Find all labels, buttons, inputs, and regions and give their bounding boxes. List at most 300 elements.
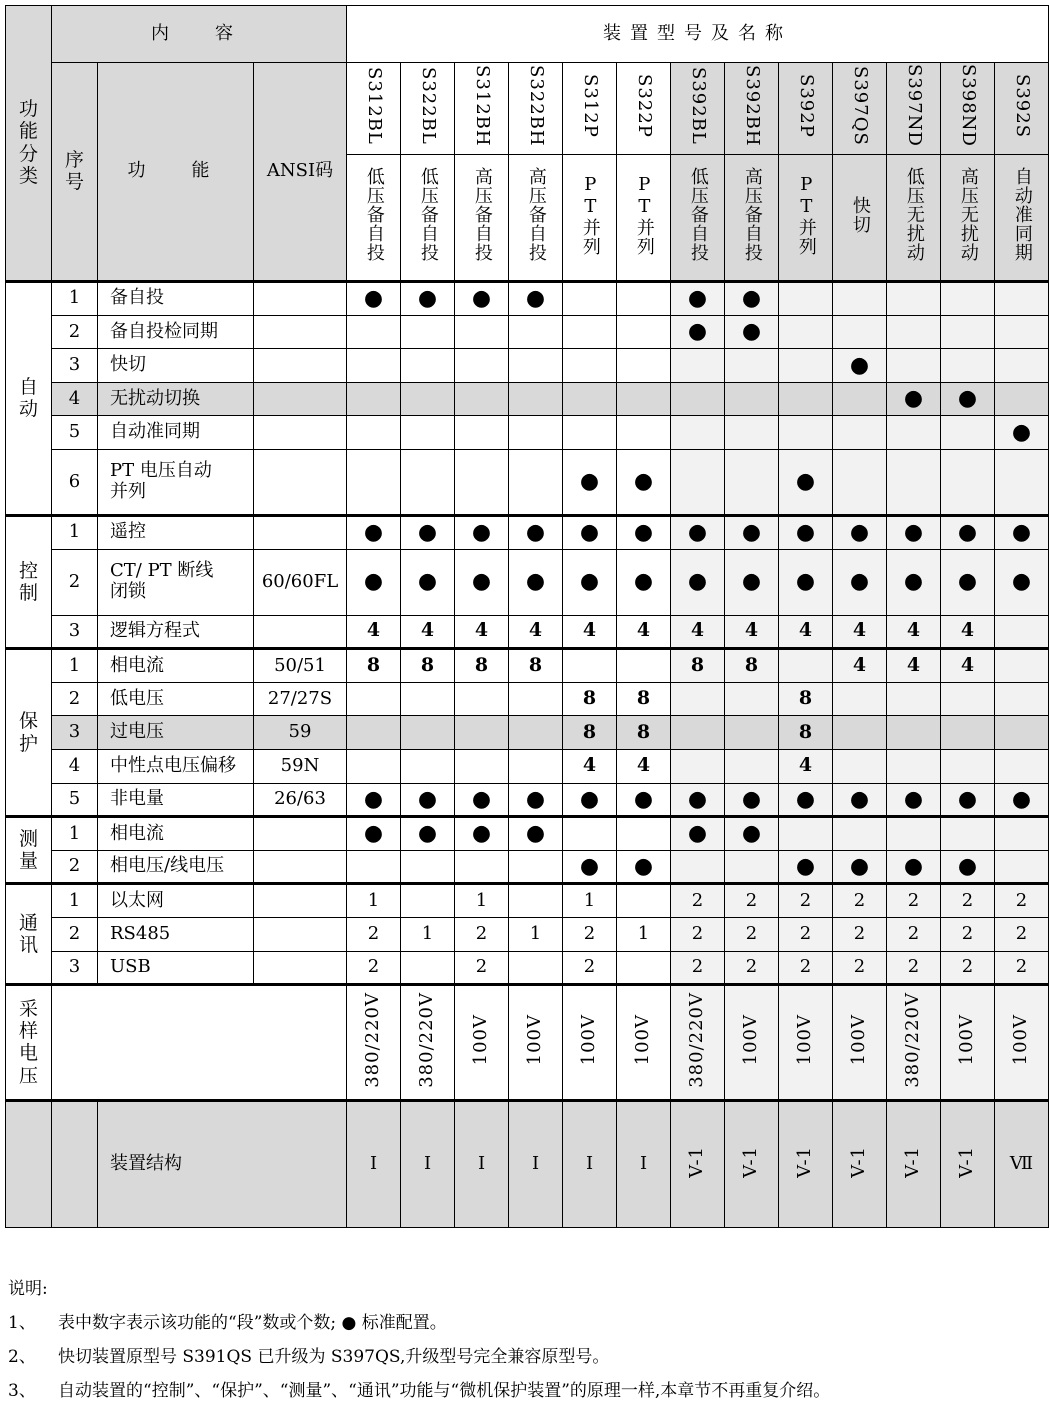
model-name-text: 低压备自投 xyxy=(687,167,709,263)
function-cell xyxy=(98,951,254,985)
value-cell: ● xyxy=(725,282,779,316)
model-code xyxy=(455,63,509,155)
function-text: PT 电压自动并列 xyxy=(110,460,212,502)
value-cell xyxy=(455,716,509,750)
sampling-value-text: 100V xyxy=(740,1014,762,1066)
function-header-label: 功 能 xyxy=(127,160,224,182)
value-cell: 4 xyxy=(941,649,995,683)
note-number: 3、 xyxy=(8,1381,36,1401)
value-cell xyxy=(887,749,941,783)
value-cell: ● xyxy=(833,783,887,817)
function-text: 以太网 xyxy=(110,889,164,911)
value-cell xyxy=(401,749,455,783)
value-cell xyxy=(833,716,887,750)
value-cell xyxy=(995,315,1049,349)
ansi-cell xyxy=(254,449,347,515)
value-cell xyxy=(671,349,725,383)
value-cell: 2 xyxy=(833,951,887,985)
value-cell: 2 xyxy=(725,884,779,918)
value-cell: ● xyxy=(671,515,725,549)
value-cell: ● xyxy=(509,817,563,851)
model-name xyxy=(725,155,779,282)
sampling-value-text: 100V xyxy=(794,1014,816,1066)
structure-value xyxy=(563,1101,617,1228)
value-cell xyxy=(995,749,1049,783)
function-text: 快切 xyxy=(110,354,146,376)
value-cell: 2 xyxy=(563,917,617,951)
function-text: 相电压/线电压 xyxy=(110,855,225,877)
value-cell xyxy=(671,850,725,884)
value-cell: 2 xyxy=(779,884,833,918)
ansi-cell xyxy=(254,282,347,316)
structure-label: 装置结构 xyxy=(98,1101,347,1228)
model-code-text: S312BL xyxy=(363,66,385,145)
value-cell: 4 xyxy=(833,615,887,649)
value-cell: ● xyxy=(779,449,833,515)
model-name-text: 高压无扰动 xyxy=(957,167,979,263)
value-cell: ● xyxy=(725,315,779,349)
model-name-text: 高压备自投 xyxy=(741,167,763,263)
value-cell: 2 xyxy=(887,951,941,985)
ansi-cell xyxy=(254,917,347,951)
value-cell xyxy=(509,850,563,884)
value-cell: ● xyxy=(455,783,509,817)
sampling-value xyxy=(725,985,779,1101)
function-header xyxy=(98,63,254,282)
value-cell: 2 xyxy=(887,884,941,918)
value-cell xyxy=(455,382,509,416)
value-cell xyxy=(509,416,563,450)
value-cell xyxy=(725,449,779,515)
value-cell xyxy=(887,315,941,349)
value-cell: ● xyxy=(617,449,671,515)
value-cell: ● xyxy=(887,382,941,416)
value-cell: ● xyxy=(671,783,725,817)
value-cell xyxy=(833,682,887,716)
function-cell xyxy=(98,884,254,918)
seq-cell: 2 xyxy=(52,917,98,951)
model-code-text: S397ND xyxy=(903,64,925,148)
value-cell: ● xyxy=(509,282,563,316)
value-cell: 2 xyxy=(779,917,833,951)
value-cell xyxy=(509,315,563,349)
function-cell xyxy=(98,682,254,716)
value-cell xyxy=(617,951,671,985)
model-code xyxy=(509,63,563,155)
value-cell xyxy=(563,282,617,316)
value-cell: 8 xyxy=(617,716,671,750)
model-code-text: S322BH xyxy=(525,64,547,147)
value-cell xyxy=(887,282,941,316)
value-cell: ● xyxy=(887,515,941,549)
seq-cell: 5 xyxy=(52,783,98,817)
value-cell xyxy=(671,749,725,783)
function-text: 相电流 xyxy=(110,822,164,844)
value-cell xyxy=(347,682,401,716)
function-text: 低电压 xyxy=(110,687,164,709)
value-cell xyxy=(941,416,995,450)
value-cell xyxy=(509,382,563,416)
value-cell: ● xyxy=(455,282,509,316)
value-cell: 8 xyxy=(779,682,833,716)
sampling-value xyxy=(563,985,617,1101)
function-text: 逻辑方程式 xyxy=(110,620,200,642)
function-text: 自动准同期 xyxy=(110,421,200,443)
value-cell xyxy=(887,449,941,515)
value-cell: ● xyxy=(563,549,617,615)
value-cell xyxy=(563,416,617,450)
value-cell xyxy=(887,416,941,450)
value-cell: 2 xyxy=(995,884,1049,918)
value-cell: ● xyxy=(725,549,779,615)
structure-value-text: I xyxy=(477,1153,486,1175)
seq-cell: 2 xyxy=(52,315,98,349)
model-code-text: S392BL xyxy=(687,66,709,145)
notes-title: 说明: xyxy=(8,1279,48,1299)
value-cell xyxy=(887,349,941,383)
function-cell xyxy=(98,549,254,615)
value-cell xyxy=(455,682,509,716)
model-code xyxy=(725,63,779,155)
structure-value xyxy=(887,1101,941,1228)
value-cell xyxy=(509,716,563,750)
model-name xyxy=(347,155,401,282)
value-cell xyxy=(347,749,401,783)
value-cell xyxy=(401,884,455,918)
structure-value-text: I xyxy=(585,1153,594,1175)
value-cell: ● xyxy=(833,850,887,884)
ansi-cell xyxy=(254,884,347,918)
value-cell: 2 xyxy=(995,951,1049,985)
structure-value-text: V-1 xyxy=(686,1145,708,1178)
model-name-text: 高压备自投 xyxy=(471,167,493,263)
value-cell: 2 xyxy=(941,884,995,918)
category-label: 测量 xyxy=(18,827,38,873)
value-cell: ● xyxy=(995,549,1049,615)
value-cell: 4 xyxy=(617,615,671,649)
structure-value xyxy=(617,1101,671,1228)
category-label: 保护 xyxy=(18,710,38,755)
ansi-cell xyxy=(254,850,347,884)
value-cell: 2 xyxy=(671,884,725,918)
function-text: 无扰动切换 xyxy=(110,387,200,409)
value-cell: 1 xyxy=(455,884,509,918)
value-cell xyxy=(617,315,671,349)
value-cell xyxy=(941,749,995,783)
model-name-text: 高压备自投 xyxy=(525,167,547,263)
structure-value-text: V-1 xyxy=(794,1145,816,1178)
model-name-text: 快切 xyxy=(849,195,871,234)
category-cell xyxy=(6,817,52,884)
value-cell xyxy=(509,749,563,783)
value-cell: ● xyxy=(995,783,1049,817)
structure-value-text: V-1 xyxy=(740,1145,762,1178)
model-code xyxy=(671,63,725,155)
ansi-cell xyxy=(254,315,347,349)
function-text: 过电压 xyxy=(110,721,164,743)
function-cell xyxy=(98,382,254,416)
value-cell xyxy=(833,749,887,783)
model-code-text: S398ND xyxy=(957,64,979,148)
sampling-value-text: 380/220V xyxy=(362,991,384,1088)
value-cell xyxy=(887,682,941,716)
value-cell xyxy=(941,349,995,383)
model-code xyxy=(563,63,617,155)
sampling-value xyxy=(617,985,671,1101)
ansi-cell xyxy=(254,515,347,549)
function-cell xyxy=(98,515,254,549)
sampling-category xyxy=(6,985,52,1101)
function-cell xyxy=(98,716,254,750)
value-cell: 8 xyxy=(347,649,401,683)
value-cell xyxy=(725,850,779,884)
note-item xyxy=(8,1374,830,1408)
value-cell: ● xyxy=(833,515,887,549)
value-cell: ● xyxy=(509,515,563,549)
seq-cell: 3 xyxy=(52,951,98,985)
value-cell: 8 xyxy=(455,649,509,683)
value-cell xyxy=(995,615,1049,649)
value-cell xyxy=(617,282,671,316)
value-cell: 1 xyxy=(509,917,563,951)
structure-value-text: V-1 xyxy=(902,1145,924,1178)
model-code xyxy=(617,63,671,155)
value-cell: ● xyxy=(941,783,995,817)
note-text: 表中数字表示该功能的“段”数或个数; ● 标准配置。 xyxy=(58,1313,447,1333)
ansi-cell: 50/51 xyxy=(254,649,347,683)
seq-header xyxy=(52,63,98,282)
value-cell: ● xyxy=(401,282,455,316)
value-cell xyxy=(779,649,833,683)
note-number: 2、 xyxy=(8,1347,36,1367)
value-cell: 1 xyxy=(563,884,617,918)
value-cell xyxy=(941,817,995,851)
sampling-value-text: 100V xyxy=(632,1014,654,1066)
model-name-text: PT并列 xyxy=(633,173,655,256)
value-cell: ● xyxy=(617,850,671,884)
model-name-text: 低压备自投 xyxy=(417,167,439,263)
value-cell: ● xyxy=(401,515,455,549)
content-header xyxy=(52,6,347,63)
value-cell: 2 xyxy=(941,951,995,985)
value-cell: 4 xyxy=(401,615,455,649)
value-cell: ● xyxy=(563,515,617,549)
value-cell: 4 xyxy=(671,615,725,649)
model-code xyxy=(779,63,833,155)
structure-value xyxy=(725,1101,779,1228)
model-code-text: S322P xyxy=(633,73,655,138)
ansi-cell xyxy=(254,615,347,649)
function-cell xyxy=(98,282,254,316)
value-cell: ● xyxy=(995,416,1049,450)
ansi-header: ANSI码 xyxy=(254,63,347,282)
seq-cell: 1 xyxy=(52,884,98,918)
value-cell xyxy=(617,649,671,683)
value-cell: ● xyxy=(401,783,455,817)
spec-table xyxy=(5,5,1049,1228)
note-item xyxy=(8,1306,830,1340)
value-cell xyxy=(995,282,1049,316)
value-cell: ● xyxy=(563,449,617,515)
value-cell xyxy=(401,951,455,985)
value-cell: 1 xyxy=(617,917,671,951)
sampling-value-text: 100V xyxy=(1010,1014,1032,1066)
value-cell xyxy=(833,817,887,851)
value-cell: ● xyxy=(563,783,617,817)
value-cell xyxy=(833,282,887,316)
sampling-value-text: 100V xyxy=(470,1014,492,1066)
value-cell xyxy=(509,884,563,918)
sampling-value-text: 380/220V xyxy=(416,991,438,1088)
structure-value-text: V-1 xyxy=(848,1145,870,1178)
model-name xyxy=(833,155,887,282)
function-cell xyxy=(98,449,254,515)
value-cell: ● xyxy=(941,515,995,549)
value-cell xyxy=(779,416,833,450)
value-cell: 1 xyxy=(401,917,455,951)
category-cell xyxy=(6,649,52,817)
value-cell xyxy=(941,682,995,716)
value-cell xyxy=(401,382,455,416)
structure-value xyxy=(833,1101,887,1228)
structure-value-text: I xyxy=(639,1153,648,1175)
value-cell xyxy=(347,716,401,750)
model-name xyxy=(995,155,1049,282)
note-text: 自动装置的“控制”、“保护”、“测量”、“通讯”功能与“微机保护装置”的原理一样,本章节不再重复介绍。 xyxy=(58,1381,831,1401)
structure-value xyxy=(779,1101,833,1228)
seq-cell: 1 xyxy=(52,515,98,549)
seq-cell: 3 xyxy=(52,349,98,383)
model-code-text: S392P xyxy=(795,73,817,138)
value-cell: ● xyxy=(347,282,401,316)
model-name-text: 低压备自投 xyxy=(363,167,385,263)
model-code-text: S392BH xyxy=(741,64,763,147)
ansi-cell xyxy=(254,382,347,416)
value-cell xyxy=(401,349,455,383)
value-cell: 2 xyxy=(455,917,509,951)
value-cell xyxy=(887,817,941,851)
value-cell: 2 xyxy=(725,917,779,951)
value-cell: 4 xyxy=(779,749,833,783)
value-cell xyxy=(995,682,1049,716)
value-cell: 2 xyxy=(347,917,401,951)
value-cell xyxy=(617,416,671,450)
function-cell xyxy=(98,615,254,649)
model-name-text: PT并列 xyxy=(579,173,601,256)
sampling-value xyxy=(455,985,509,1101)
value-cell xyxy=(833,315,887,349)
category-label: 自动 xyxy=(18,375,38,421)
sampling-value xyxy=(347,985,401,1101)
value-cell: ● xyxy=(617,549,671,615)
structure-value-text: I xyxy=(369,1153,378,1175)
value-cell xyxy=(347,449,401,515)
value-cell xyxy=(941,449,995,515)
function-cell xyxy=(98,349,254,383)
structure-blank-2 xyxy=(52,1101,98,1228)
value-cell: 4 xyxy=(725,615,779,649)
sampling-value xyxy=(833,985,887,1101)
value-cell xyxy=(671,449,725,515)
value-cell: ● xyxy=(671,817,725,851)
value-cell xyxy=(671,382,725,416)
value-cell xyxy=(563,382,617,416)
model-code xyxy=(401,63,455,155)
value-cell: ● xyxy=(455,515,509,549)
value-cell xyxy=(671,682,725,716)
value-cell: 4 xyxy=(941,615,995,649)
structure-value-text: Ⅶ xyxy=(1009,1153,1034,1175)
value-cell: ● xyxy=(725,515,779,549)
value-cell xyxy=(995,716,1049,750)
value-cell: ● xyxy=(509,783,563,817)
function-cell xyxy=(98,850,254,884)
value-cell: ● xyxy=(887,783,941,817)
value-cell xyxy=(617,382,671,416)
value-cell: ● xyxy=(401,549,455,615)
value-cell xyxy=(347,850,401,884)
value-cell: ● xyxy=(941,850,995,884)
category-header xyxy=(6,6,52,282)
sampling-value-text: 100V xyxy=(848,1014,870,1066)
model-name xyxy=(671,155,725,282)
model-code-text: S392S xyxy=(1011,73,1033,138)
value-cell: 2 xyxy=(941,917,995,951)
model-name-text: PT并列 xyxy=(795,173,817,256)
value-cell xyxy=(509,449,563,515)
value-cell: 2 xyxy=(347,951,401,985)
value-cell: ● xyxy=(887,549,941,615)
value-cell xyxy=(725,682,779,716)
value-cell: 2 xyxy=(833,917,887,951)
structure-value xyxy=(995,1101,1049,1228)
value-cell: 4 xyxy=(887,649,941,683)
value-cell: ● xyxy=(725,817,779,851)
value-cell: ● xyxy=(671,315,725,349)
model-code-text: S312P xyxy=(579,73,601,138)
seq-cell: 1 xyxy=(52,282,98,316)
model-name xyxy=(509,155,563,282)
structure-value xyxy=(941,1101,995,1228)
value-cell xyxy=(941,282,995,316)
value-cell xyxy=(779,382,833,416)
seq-cell: 2 xyxy=(52,682,98,716)
value-cell: ● xyxy=(671,282,725,316)
value-cell xyxy=(833,449,887,515)
function-text: USB xyxy=(110,955,151,977)
ansi-cell: 27/27S xyxy=(254,682,347,716)
value-cell xyxy=(455,315,509,349)
value-cell: ● xyxy=(347,783,401,817)
value-cell xyxy=(725,716,779,750)
value-cell xyxy=(455,749,509,783)
value-cell: ● xyxy=(455,549,509,615)
ansi-cell: 26/63 xyxy=(254,783,347,817)
value-cell xyxy=(725,349,779,383)
sampling-value-text: 100V xyxy=(956,1014,978,1066)
structure-value xyxy=(509,1101,563,1228)
value-cell: 4 xyxy=(455,615,509,649)
value-cell: 4 xyxy=(833,649,887,683)
model-name xyxy=(401,155,455,282)
value-cell: ● xyxy=(347,515,401,549)
model-code xyxy=(833,63,887,155)
value-cell xyxy=(401,449,455,515)
sampling-value xyxy=(509,985,563,1101)
model-name xyxy=(941,155,995,282)
sampling-value xyxy=(779,985,833,1101)
value-cell: 2 xyxy=(671,951,725,985)
